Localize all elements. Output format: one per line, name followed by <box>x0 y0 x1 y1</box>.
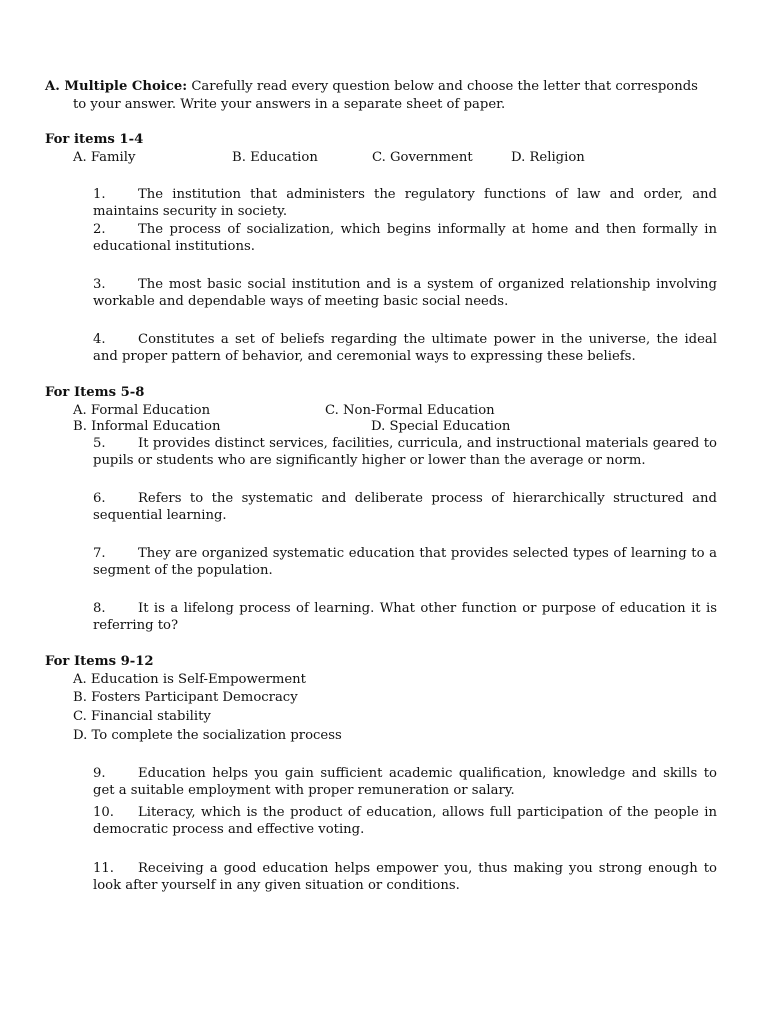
question-number: 11. <box>93 861 114 876</box>
choice-c: C. Financial stability <box>73 709 211 724</box>
choice-d: D. Special Education <box>371 419 511 434</box>
question-number: 7. <box>93 546 106 561</box>
question-number: 2. <box>93 222 106 237</box>
instructions-text-1: Carefully read every question below and choose the letter that corresponds <box>191 79 698 94</box>
question-item <box>93 490 717 524</box>
question-text: Education helps you gain sufficient academic qualification, knowledge and skills to get a suitable employment with proper remuneration or salary. <box>93 766 717 798</box>
choice-a: A. Family <box>73 150 136 165</box>
question-number: 1. <box>93 187 106 202</box>
question-text: Literacy, which is the product of education, allows full participation of the people in democratic process and effective voting. <box>93 805 717 837</box>
question-number: 8. <box>93 601 106 616</box>
question-number: 10. <box>93 805 114 820</box>
choice-d: D. To complete the socialization process <box>73 728 342 743</box>
question-text: Receiving a good education helps empower you, thus making you strong enough to look after yourself in any given situation or conditions. <box>93 861 717 893</box>
question-number: 9. <box>93 766 106 781</box>
choice-d: D. Religion <box>511 150 585 165</box>
question-number: 4. <box>93 332 106 347</box>
question-item <box>93 765 717 799</box>
group-heading-items-1-4: For items 1-4 <box>45 132 144 147</box>
question-item <box>93 804 717 838</box>
choice-c: C. Government <box>372 150 473 165</box>
question-item <box>93 221 717 255</box>
question-number: 3. <box>93 277 106 292</box>
question-item <box>93 545 717 579</box>
question-text: The institution that administers the regulatory functions of law and order, and maintains security in society. <box>93 187 717 219</box>
question-text: The process of socialization, which begins informally at home and then formally in educational institutions. <box>93 222 717 254</box>
choice-b: B. Fosters Participant Democracy <box>73 690 298 705</box>
question-item <box>93 860 717 894</box>
question-item <box>93 276 717 310</box>
choice-a: A. Formal Education <box>73 403 211 418</box>
question-text: The most basic social institution and is a system of organized relationship involving workable and dependable ways of meeting basic social needs. <box>93 277 717 309</box>
instructions-line-2: to your answer. Write your answers in a separate sheet of paper. <box>73 97 506 112</box>
question-text: Refers to the systematic and deliberate process of hierarchically structured and sequential learning. <box>93 491 717 523</box>
section-label: A. Multiple Choice: <box>45 79 188 94</box>
question-text: Constitutes a set of beliefs regarding the ultimate power in the universe, the ideal and proper pattern of behavior, and ceremonial ways to expressing these beliefs. <box>93 332 717 364</box>
question-item <box>93 435 717 469</box>
question-number: 5. <box>93 436 106 451</box>
question-text: It provides distinct services, facilities, curricula, and instructional materials geared to pupils or students who are significantly higher or lower than the average or norm. <box>93 436 717 468</box>
question-text: It is a lifelong process of learning. What other function or purpose of education it is referring to? <box>93 601 717 633</box>
instructions-line-1 <box>45 78 698 95</box>
group-heading-items-9-12: For Items 9-12 <box>45 654 154 669</box>
question-item <box>93 186 717 220</box>
question-text: They are organized systematic education that provides selected types of learning to a segment of the population. <box>93 546 717 578</box>
group-heading-items-5-8: For Items 5-8 <box>45 385 145 400</box>
choice-a: A. Education is Self-Empowerment <box>73 672 306 687</box>
question-number: 6. <box>93 491 106 506</box>
choice-b: B. Informal Education <box>73 419 221 434</box>
question-item <box>93 600 717 634</box>
choice-b: B. Education <box>232 150 318 165</box>
question-item <box>93 331 717 365</box>
choice-c: C. Non-Formal Education <box>325 403 495 418</box>
